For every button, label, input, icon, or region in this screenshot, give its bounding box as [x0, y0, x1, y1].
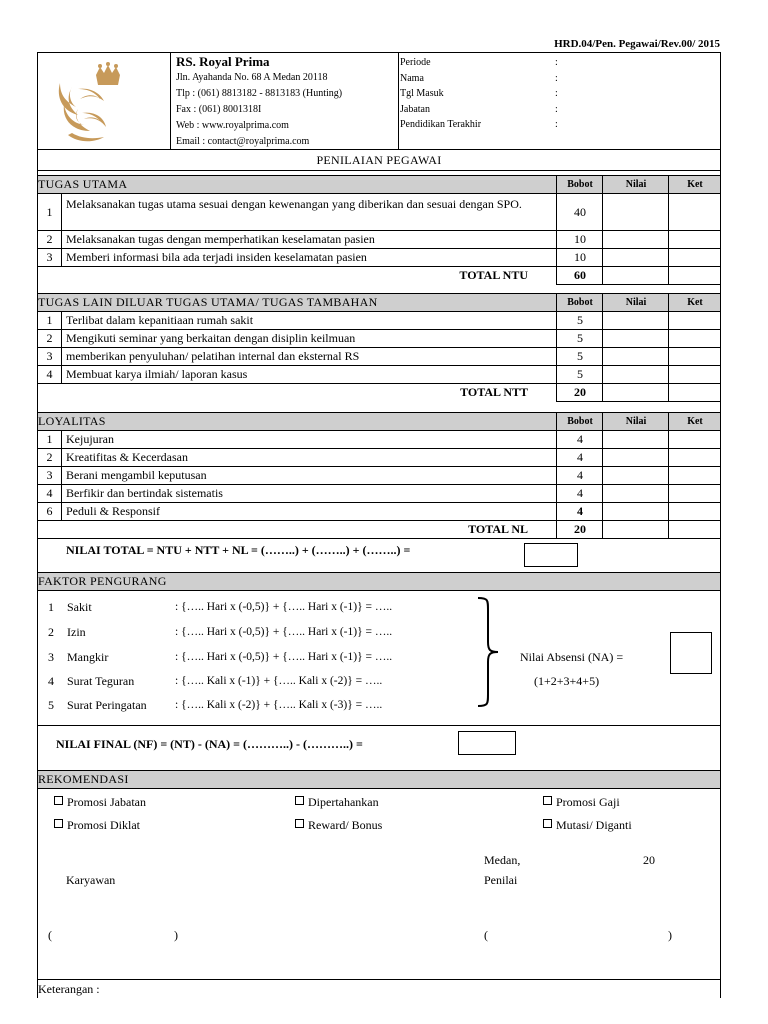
option-promosi-jabatan[interactable]: Promosi Jabatan [54, 795, 146, 810]
nilai-cell[interactable] [602, 467, 669, 484]
table-row: 1 Kejujuran 4 [38, 431, 720, 449]
company-web: Web : www.royalprima.com [176, 120, 289, 131]
employee-fields [400, 55, 718, 133]
section-title: TUGAS UTAMA [38, 177, 128, 191]
company-phone: Tlp : (061) 8813182 - 8813183 (Hunting) [176, 88, 343, 99]
field-nama[interactable]: Nama : [400, 72, 558, 84]
form-code: HRD.04/Pen. Pegawai/Rev.00/ 2015 [554, 38, 720, 50]
col-nilai: Nilai [602, 176, 669, 193]
col-bobot: Bobot [556, 294, 603, 311]
option-promosi-diklat[interactable]: Promosi Diklat [54, 818, 140, 833]
company-email: Email : contact@royalprima.com [176, 136, 310, 147]
sign-year: 20 [643, 853, 655, 867]
table-row: 4 Membuat karya ilmiah/ laporan kasus 5 [38, 366, 720, 384]
total-value: 60 [556, 267, 603, 285]
penilai-label: Penilai [484, 873, 518, 887]
table-row: 2 Mengikuti seminar yang berkaitan dengan disiplin keilmuan 5 [38, 330, 720, 348]
ket-cell[interactable] [668, 467, 721, 484]
company-info [171, 53, 399, 149]
total-value: 20 [556, 384, 603, 402]
section-faktor-pengurang [38, 572, 720, 591]
total-nilai-cell[interactable] [602, 521, 669, 539]
brace-icon [476, 596, 500, 708]
nilai-total-box[interactable] [524, 543, 578, 567]
section-title: FAKTOR PENGURANG [38, 574, 167, 588]
ket-cell[interactable] [668, 330, 721, 347]
checkbox[interactable] [54, 819, 63, 828]
penilai-sign-close: ) [668, 928, 672, 942]
total-row [38, 267, 720, 284]
field-pendidikan[interactable]: Pendidikan Terakhir : [400, 119, 558, 131]
nilai-cell[interactable] [602, 249, 669, 266]
evaluation-form: RS. Royal Prima Jln. Ayahanda No. 68 A Medan 20118 Tlp : (061) 8813182 - 8813183 (Hunting) Fax : (061) 8001318I Web : www.royalprima.com Email : contact@royalprima.com Periode : Nama : Tgl Masuk : Jabatan : Pendidikan Terakhir : PENILAIAN PEGAWAI TUGAS UTAMA Bobot Nilai Ket 1 Melaksanakan tugas utama sesuai dengan kewenangan yang diberikan dan sesuai dengan SPO. 40 2 Melaksanakan tugas dengan memperhatikan keselamatan pasien 10 3 Memberi informasi bila ada terjadi insiden keselamatan pasien 10 TOTAL NTU 60 TUGAS LAIN DILUAR TUGAS UTAMA/ TUGAS TAMBAHAN Bobot Nilai Ket 1 Terlibat dalam kepanitiaan rumah sakit 5 2 Mengikuti seminar yang berkaitan dengan disiplin keilmuan 5 3 memberikan penyuluhan/ pelatihan internal dan eksternal RS 5 4 Membuat karya ilmiah/ laporan kasus 5 TOTAL NTT 20 LOYALITAS Bobot Nilai Ket 1 Kejujuran 4 2 Kreatifitas & Kecerdasan 4 3 Berani mengambil keputusan 4 4 Berfikir dan bertindak sistematis 4 6 Peduli & Responsif 4 TOTAL NL 20 NILAI TOTAL = NTU + NTT + NL = (……..) + (……..) + (……..) = FAKTOR PENGURANG 1 Sakit : {….. Hari x (-0,5)} + {….. Hari x (-1)} = ….. 2 Izin : {….. Hari x (-0,5)} + {….. Hari x (-1)} = ….. 3 Mangkir : {….. Hari x (-0,5)} + {….. Hari x (-1)} = ….. 4 Surat Teguran : {….. Kali x (-1)} + {….. Kali x (-2)} = ….. 5 Surat Peringatan : {….. Kali x (-2)} + {….. Kali x (-3)} = ….. Nilai Absensi (NA) = (1+2+3+4+5) NILAI FINAL (NF) = (NT) - (NA) = (………..) - (………..) = REKOMENDASI Promosi Jabatan Dipertahankan Promosi Gaji Promosi Diklat Reward/ Bonus Mutasi/ Diganti Medan, 20 Karyawan Penilai ( ) ( ) Keterangan : [37, 52, 721, 998]
total-label: TOTAL NL [468, 522, 528, 536]
total-ket-cell[interactable] [668, 267, 721, 285]
option-reward-bonus[interactable]: Reward/ Bonus [295, 818, 382, 833]
table-row: 3 Berani mengambil keputusan 4 [38, 467, 720, 485]
total-row [38, 384, 720, 401]
nilai-cell[interactable] [602, 503, 669, 520]
ket-cell[interactable] [668, 485, 721, 502]
nilai-cell[interactable] [602, 366, 669, 383]
table-row: 2 Kreatifitas & Kecerdasan 4 [38, 449, 720, 467]
ket-cell[interactable] [668, 312, 721, 329]
company-address: Jln. Ayahanda No. 68 A Medan 20118 [176, 72, 328, 83]
section-tugas-lain [38, 293, 720, 401]
total-label: TOTAL NTU [459, 268, 528, 282]
nilai-cell[interactable] [602, 312, 669, 329]
section-tugas-utama [38, 175, 720, 284]
nilai-total-formula: NILAI TOTAL = NTU + NTT + NL = (……..) + (……..) + (……..) = [66, 543, 411, 557]
col-ket: Ket [668, 294, 721, 311]
ket-cell[interactable] [668, 249, 721, 266]
page-title: PENILAIAN PEGAWAI [38, 149, 720, 171]
ket-cell[interactable] [668, 231, 721, 248]
nilai-final-formula: NILAI FINAL (NF) = (NT) - (NA) = (………..) - (………..) = [56, 737, 363, 751]
field-periode[interactable]: Periode : [400, 57, 558, 68]
nilai-cell[interactable] [602, 348, 669, 365]
table-row: 1 Terlibat dalam kepanitiaan rumah sakit 5 [38, 312, 720, 330]
col-nilai: Nilai [602, 413, 669, 430]
crown-logo-icon [38, 53, 170, 149]
col-bobot: Bobot [556, 413, 603, 430]
section-title: TUGAS LAIN DILUAR TUGAS UTAMA/ TUGAS TAMBAHAN [38, 295, 378, 309]
field-tgl-masuk[interactable]: Tgl Masuk : [400, 88, 558, 100]
section-header [38, 293, 720, 312]
sign-place: Medan, [484, 853, 521, 867]
table-row: 6 Peduli & Responsif 4 [38, 503, 720, 521]
section-header [38, 572, 720, 591]
table-row: 3 Memberi informasi bila ada terjadi insiden keselamatan pasien 10 [38, 249, 720, 267]
table-row: 4 Berfikir dan bertindak sistematis 4 [38, 485, 720, 503]
col-ket: Ket [668, 176, 721, 193]
divider [38, 979, 720, 980]
karyawan-sign-close: ) [174, 928, 178, 942]
section-header [38, 412, 720, 431]
total-nilai-cell[interactable] [602, 384, 669, 402]
nilai-cell[interactable] [602, 449, 669, 466]
company-fax: Fax : (061) 8001318I [176, 104, 262, 115]
section-header [38, 175, 720, 194]
table-row: 1 Melaksanakan tugas utama sesuai dengan kewenangan yang diberikan dan sesuai dengan SPO. 40 [38, 194, 720, 231]
divider [38, 725, 720, 726]
section-header [38, 770, 720, 789]
total-label: TOTAL NTT [460, 385, 528, 399]
section-title: LOYALITAS [38, 414, 106, 428]
total-row [38, 521, 720, 538]
nilai-cell[interactable] [602, 194, 669, 230]
table-row: 3 memberikan penyuluhan/ pelatihan internal dan eksternal RS 5 [38, 348, 720, 366]
keterangan-label: Keterangan : [38, 982, 100, 996]
ket-cell[interactable] [668, 348, 721, 365]
col-nilai: Nilai [602, 294, 669, 311]
nilai-cell[interactable] [602, 431, 669, 448]
nilai-cell[interactable] [602, 330, 669, 347]
checkbox[interactable] [295, 819, 304, 828]
ket-cell[interactable] [668, 194, 721, 230]
karyawan-label: Karyawan [66, 873, 116, 887]
checkbox[interactable] [54, 796, 63, 805]
total-ket-cell[interactable] [668, 521, 721, 539]
divider [38, 538, 720, 539]
total-value: 20 [556, 521, 603, 539]
ket-cell[interactable] [668, 366, 721, 383]
nilai-cell[interactable] [602, 231, 669, 248]
total-ket-cell[interactable] [668, 384, 721, 402]
ket-cell[interactable] [668, 449, 721, 466]
penilai-sign-open: ( [484, 928, 488, 942]
option-mutasi-diganti[interactable]: Mutasi/ Diganti [543, 818, 632, 833]
checkbox[interactable] [543, 796, 552, 805]
option-dipertahankan[interactable]: Dipertahankan [295, 795, 379, 810]
col-bobot: Bobot [556, 176, 603, 193]
company-name: RS. Royal Prima [176, 54, 270, 69]
field-jabatan[interactable]: Jabatan : [400, 103, 558, 115]
nilai-absensi-box[interactable] [670, 632, 712, 674]
nilai-cell[interactable] [602, 485, 669, 502]
ket-cell[interactable] [668, 503, 721, 520]
table-row: 2 Melaksanakan tugas dengan memperhatikan keselamatan pasien 10 [38, 231, 720, 249]
option-promosi-gaji[interactable]: Promosi Gaji [543, 795, 620, 810]
col-ket: Ket [668, 413, 721, 430]
karyawan-sign-open: ( [48, 928, 52, 942]
checkbox[interactable] [295, 796, 304, 805]
section-rekomendasi [38, 770, 720, 789]
na-label: Nilai Absensi (NA) = [520, 650, 624, 664]
section-title: REKOMENDASI [38, 772, 129, 786]
total-nilai-cell[interactable] [602, 267, 669, 285]
nilai-final-box[interactable] [458, 731, 516, 755]
logo [38, 53, 171, 149]
ket-cell[interactable] [668, 431, 721, 448]
checkbox[interactable] [543, 819, 552, 828]
na-formula: (1+2+3+4+5) [534, 674, 600, 688]
section-loyalitas [38, 412, 720, 538]
